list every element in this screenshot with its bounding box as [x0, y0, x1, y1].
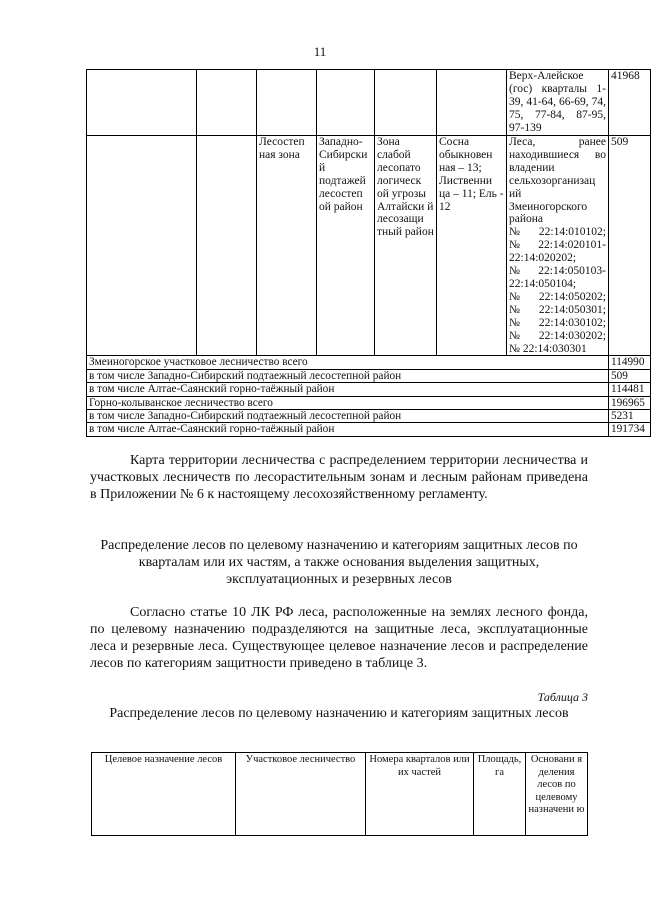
table-header-row: [92, 753, 588, 836]
zone-cell: Лесостеп ная зона: [257, 136, 317, 356]
forest-cell: Верх-Алейское (гос) кварталы 1-39, 41-64, 66-69, 74, 75, 77-84, 87-95, 97-139: [507, 70, 609, 136]
table-row: в том числе Западно-Сибирский подтаежный лесостепной район 509: [87, 369, 651, 382]
column-header: Номера кварталов или их частей: [366, 753, 474, 836]
purpose-table: [91, 752, 588, 836]
table-row: [87, 136, 651, 356]
article-paragraph: Согласно статье 10 ЛК РФ леса, расположенные на землях лесного фонда, по целевому назначению подразделяются на защитные леса, эксплуатационные леса и резервные леса. Существующее целевое назначение лесов и распределение лесов по категориям защитности приведено в таблице 3.: [90, 605, 588, 671]
table-row: Горно-колыванское лесничество всего 196965: [87, 396, 651, 409]
table-row: в том числе Алтае-Саянский горно-таёжный район 114481: [87, 383, 651, 396]
column-header: Целевое назначение лесов: [92, 753, 236, 836]
section-heading: Распределение лесов по целевому назначению и категориям защитных лесов по кварталам или их частям, а также основания выделения защитных, эксплуатационных и резервных лесов: [100, 538, 578, 587]
page-number: 11: [313, 44, 327, 59]
table-row: [87, 70, 651, 136]
table-row: в том числе Алтае-Саянский горно-таёжный район 191734: [87, 423, 651, 436]
table-row: в том числе Западно-Сибирский подтаежный лесостепной район 5231: [87, 410, 651, 423]
region-cell: Западно-Сибирски й подтажей лесостеп ой район: [317, 136, 375, 356]
area-cell: 41968: [609, 70, 651, 136]
area-cell: 509: [609, 136, 651, 356]
threat-cell: Зона слабой лесопато логическ ой угрозы Алтайски й лесозащи тный район: [375, 136, 437, 356]
table-label: Таблица 3: [537, 690, 588, 704]
map-paragraph: Карта территории лесничества с распределением территории лесничества и участковых лесничеств по лесорастительным зонам и лесным районам приведена в Приложении № 6 к настоящему лесохозяйственному регламенту.: [90, 453, 588, 502]
column-header: Площадь, га: [474, 753, 526, 836]
forest-cell: Леса, ранее находившиеся во владении сельхозорганизац ий Змеиногорского района № 22:14:010102; № 22:14:020101- 22:14:020202; № 22:14:050103- 22:14:050104; № 22:14:050202; № 22:14:050301; № 22:14:030102; № 22:14:030202; № 22:14:030301: [507, 136, 609, 356]
column-header: Участковое лесничество: [236, 753, 366, 836]
forest-zones-table: [86, 69, 651, 437]
table-heading: Распределение лесов по целевому назначению и категориям защитных лесов: [109, 706, 569, 721]
column-header: Основани я деления лесов по целевому назначени ю: [526, 753, 588, 836]
species-cell: Сосна обыкновен ная – 13; Лиственни ца – 11; Ель - 12: [437, 136, 507, 356]
table-row: Змеиногорское участковое лесничество всего 114990: [87, 356, 651, 369]
